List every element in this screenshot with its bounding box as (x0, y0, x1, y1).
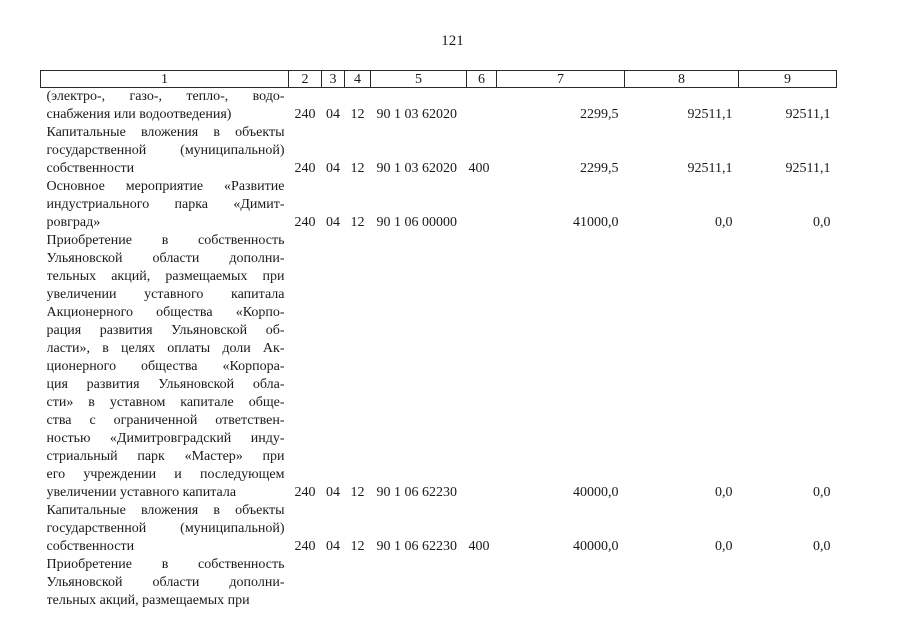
header-col-3: 3 (322, 71, 345, 88)
cell-c6 (467, 556, 497, 610)
description-line: Приобретение в собственность (46, 557, 285, 572)
description-line: ства с ограниченной ответствен- (46, 413, 285, 428)
cell-c8 (625, 556, 739, 610)
cell-c4: 12 (350, 161, 365, 176)
cell-c3 (322, 556, 345, 610)
description-line: (электро-, газо-, тепло-, водо- (46, 89, 285, 104)
cell-c5: 90 1 03 62020 (376, 107, 457, 122)
cell-c8: 0,0 (715, 539, 733, 554)
header-col-6: 6 (467, 71, 497, 88)
header-col-2: 2 (289, 71, 322, 88)
cell-c8: 92511,1 (687, 107, 733, 122)
cell-c2: 240 (294, 107, 316, 122)
cell-c4: 12 (350, 215, 365, 230)
header-col-8: 8 (625, 71, 739, 88)
cell-c3: 04 (326, 215, 340, 230)
cell-c2 (289, 556, 322, 610)
cell-c5: 90 1 06 00000 (376, 215, 457, 230)
description-line: Акционерного общества «Корпо- (46, 305, 285, 320)
header-col-5: 5 (371, 71, 467, 88)
cell-c4: 12 (350, 107, 365, 122)
cell-c2: 240 (294, 215, 316, 230)
description-line: Капитальные вложения в объекты (46, 125, 285, 140)
description-line: ностью «Димитровградский инду- (46, 431, 285, 446)
cell-c2: 240 (294, 161, 316, 176)
row-description (41, 88, 289, 125)
cell-c3: 04 (326, 539, 340, 554)
cell-c5 (371, 556, 467, 610)
description-line: Основное мероприятие «Развитие (46, 179, 285, 194)
cell-c3: 04 (326, 485, 340, 500)
description-line: увеличении уставного капитала (46, 287, 285, 302)
header-col-4: 4 (345, 71, 371, 88)
table-row (41, 88, 837, 125)
description-line: ласти», в целях оплаты доли Ак- (46, 341, 285, 356)
cell-c7: 2299,5 (580, 161, 619, 176)
description-line: тельных акций, размещаемых при (46, 269, 285, 284)
description-line: государственной (муниципальной) (46, 521, 285, 536)
description-line: Приобретение в собственность (46, 233, 285, 248)
cell-c4 (345, 556, 371, 610)
table-row (41, 556, 837, 610)
row-description (41, 502, 289, 556)
row-description (41, 232, 289, 502)
cell-c8: 0,0 (715, 485, 733, 500)
table-row (41, 124, 837, 178)
description-line: тельных акций, размещаемых при (46, 593, 250, 608)
description-line: сти» в уставном капитале обще- (46, 395, 285, 410)
description-line: ция развития Ульяновской обла- (46, 377, 285, 392)
cell-c2: 240 (294, 485, 316, 500)
page-number: 121 (441, 33, 464, 49)
cell-c9 (739, 556, 837, 610)
description-line: собственности (46, 539, 135, 554)
description-line: снабжения или водоотведения) (46, 107, 232, 122)
cell-c8: 0,0 (715, 215, 733, 230)
cell-c7: 40000,0 (573, 539, 619, 554)
cell-c7: 40000,0 (573, 485, 619, 500)
cell-c3: 04 (326, 107, 340, 122)
description-line: увеличении уставного капитала (46, 485, 237, 500)
description-line: ционерного общества «Корпора- (46, 359, 285, 374)
table-row (41, 178, 837, 232)
description-line: рация развития Ульяновской об- (46, 323, 285, 338)
table-row (41, 232, 837, 502)
row-description (41, 178, 289, 232)
description-line: его учреждении и последующем (46, 467, 285, 482)
cell-c2: 240 (294, 539, 316, 554)
header-col-9: 9 (739, 71, 837, 88)
description-line: Капитальные вложения в объекты (46, 503, 285, 518)
cell-c9: 0,0 (813, 215, 831, 230)
cell-c5: 90 1 06 62230 (376, 485, 457, 500)
cell-c7: 2299,5 (580, 107, 619, 122)
cell-c4: 12 (350, 539, 365, 554)
description-line: государственной (муниципальной) (46, 143, 285, 158)
cell-c6 (467, 232, 497, 502)
cell-c9: 92511,1 (785, 161, 831, 176)
cell-c4: 12 (350, 485, 365, 500)
budget-table (40, 70, 837, 610)
header-row (41, 71, 837, 88)
header-col-7: 7 (497, 71, 625, 88)
description-line: индустриального парка «Димит- (46, 197, 285, 212)
description-line: собственности (46, 161, 135, 176)
table-row (41, 502, 837, 556)
cell-c9: 0,0 (813, 485, 831, 500)
cell-c9: 0,0 (813, 539, 831, 554)
description-line: стриальный парк «Мастер» при (46, 449, 285, 464)
cell-c6 (467, 88, 497, 125)
cell-c7: 41000,0 (573, 215, 619, 230)
header-col-1: 1 (41, 71, 289, 88)
description-line: Ульяновской области дополни- (46, 575, 285, 590)
row-description (41, 124, 289, 178)
cell-c6: 400 (468, 161, 490, 176)
cell-c9: 92511,1 (785, 107, 831, 122)
cell-c6 (467, 178, 497, 232)
cell-c5: 90 1 06 62230 (376, 539, 457, 554)
cell-c3: 04 (326, 161, 340, 176)
cell-c8: 92511,1 (687, 161, 733, 176)
table-body (41, 88, 837, 611)
row-description (41, 556, 289, 610)
cell-c7 (497, 556, 625, 610)
description-line: ровград» (46, 215, 101, 230)
cell-c6: 400 (468, 539, 490, 554)
cell-c5: 90 1 03 62020 (376, 161, 457, 176)
description-line: Ульяновской области дополни- (46, 251, 285, 266)
